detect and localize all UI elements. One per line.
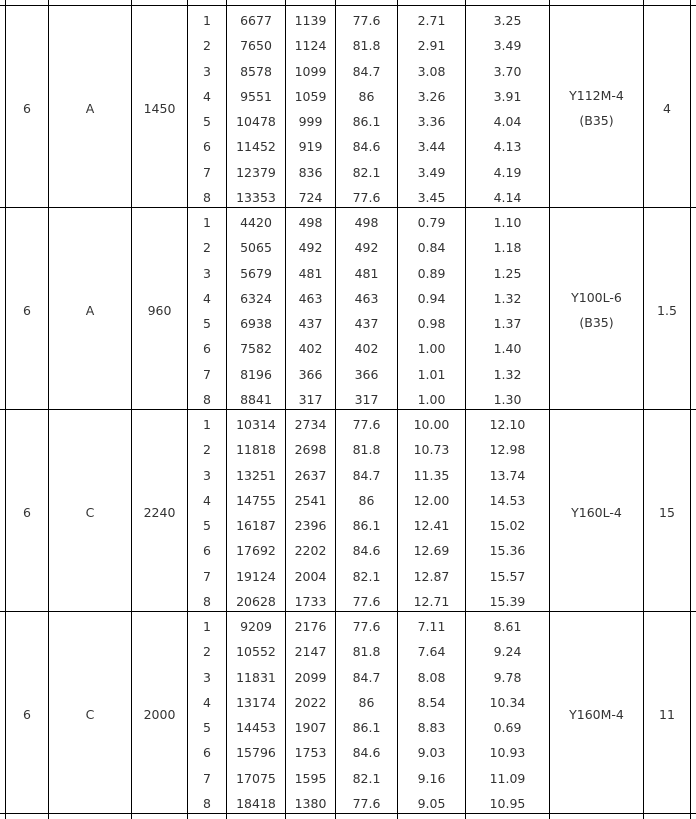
pressure-cell: 1380 [294, 795, 327, 811]
shaft-power-cell: 1.00 [417, 341, 446, 357]
pressure-cell: 366 [298, 366, 323, 382]
flow-cell: 13174 [236, 694, 276, 710]
required-power-cell: 11.09 [489, 770, 526, 786]
point-no-cell: 1 [203, 619, 211, 634]
efficiency-cell: 77.6 [352, 593, 381, 609]
required-power-cell: 4.04 [493, 114, 522, 129]
required-power-cell: 3.70 [493, 63, 522, 79]
point-no-cell: 3 [203, 63, 211, 79]
model-cell: C [85, 706, 95, 722]
speed-cell: 2000 [143, 706, 176, 722]
required-power-cell: 1.32 [493, 290, 522, 306]
pressure-cell: 317 [298, 391, 323, 407]
pressure-cell: 2541 [294, 492, 327, 508]
power-cell: 15 [659, 504, 675, 520]
row-rule [0, 5, 696, 6]
pressure-cell: 2202 [294, 543, 327, 559]
speed-cell: 960 [147, 302, 172, 318]
shaft-power-cell: 10.00 [413, 417, 450, 432]
speed-cell: 1450 [143, 100, 176, 116]
point-no-cell: 4 [203, 694, 211, 710]
efficiency-cell: 86.1 [352, 114, 381, 129]
efficiency-cell: 81.8 [352, 38, 381, 54]
point-no-cell: 1 [203, 417, 211, 432]
pressure-cell: 2147 [294, 644, 327, 660]
shaft-power-cell: 12.69 [413, 543, 450, 559]
point-no-cell: 6 [203, 139, 211, 155]
shaft-power-cell: 11.35 [413, 467, 450, 483]
required-power-cell: 3.91 [493, 88, 522, 104]
required-power-cell: 15.39 [489, 593, 526, 609]
poles-cell: 6 [23, 504, 31, 520]
pressure-cell: 1907 [294, 720, 327, 735]
efficiency-cell: 86 [358, 88, 375, 104]
flow-cell: 8578 [240, 63, 272, 79]
pressure-cell: 2698 [294, 442, 327, 458]
required-power-cell: 13.74 [489, 467, 526, 483]
efficiency-cell: 81.8 [352, 644, 381, 660]
shaft-power-cell: 12.41 [413, 518, 450, 533]
shaft-power-cell: 12.00 [413, 492, 450, 508]
point-no-cell: 8 [203, 593, 211, 609]
shaft-power-cell: 12.87 [413, 568, 450, 584]
shaft-power-cell: 7.11 [417, 619, 446, 634]
shaft-power-cell: 0.94 [417, 290, 446, 306]
pressure-cell: 498 [298, 215, 323, 230]
point-no-cell: 5 [203, 114, 211, 129]
point-no-cell: 7 [203, 770, 211, 786]
point-no-cell: 3 [203, 265, 211, 281]
motor-model-cell: Y100L-6 [571, 290, 622, 305]
required-power-cell: 10.95 [489, 795, 526, 811]
mount-type-cell: (B35) [579, 113, 614, 128]
flow-cell: 15796 [236, 745, 276, 761]
required-power-cell: 1.10 [493, 215, 522, 230]
efficiency-cell: 77.6 [352, 417, 381, 432]
shaft-power-cell: 9.03 [417, 745, 446, 761]
pressure-cell: 481 [298, 265, 323, 281]
point-no-cell: 8 [203, 189, 211, 205]
point-no-cell: 7 [203, 164, 211, 180]
shaft-power-cell: 12.71 [413, 593, 450, 609]
efficiency-cell: 82.1 [352, 164, 381, 180]
point-no-cell: 3 [203, 467, 211, 483]
flow-cell: 6938 [240, 316, 272, 331]
pressure-cell: 2022 [294, 694, 327, 710]
power-cell: 1.5 [657, 302, 677, 318]
flow-cell: 4420 [240, 215, 272, 230]
shaft-power-cell: 1.00 [417, 391, 446, 407]
pressure-cell: 463 [298, 290, 323, 306]
efficiency-cell: 84.7 [352, 63, 381, 79]
shaft-power-cell: 3.44 [417, 139, 446, 155]
flow-cell: 7650 [240, 38, 272, 54]
motor-model-cell: Y112M-4 [569, 88, 624, 103]
flow-cell: 5065 [240, 240, 272, 256]
shaft-power-cell: 9.05 [417, 795, 446, 811]
point-no-cell: 7 [203, 568, 211, 584]
efficiency-cell: 84.6 [352, 745, 381, 761]
flow-cell: 14453 [236, 720, 276, 735]
flow-cell: 11452 [236, 139, 276, 155]
pressure-cell: 437 [298, 316, 323, 331]
point-no-cell: 5 [203, 518, 211, 533]
flow-cell: 19124 [236, 568, 276, 584]
efficiency-cell: 481 [354, 265, 379, 281]
flow-cell: 11818 [236, 442, 276, 458]
model-cell: C [85, 504, 95, 520]
efficiency-cell: 86.1 [352, 518, 381, 533]
efficiency-cell: 84.7 [352, 467, 381, 483]
efficiency-cell: 82.1 [352, 770, 381, 786]
point-no-cell: 2 [203, 38, 211, 54]
flow-cell: 14755 [236, 492, 276, 508]
flow-cell: 5679 [240, 265, 272, 281]
efficiency-cell: 463 [354, 290, 379, 306]
shaft-power-cell: 2.71 [417, 13, 446, 28]
flow-cell: 20628 [236, 593, 276, 609]
required-power-cell: 9.24 [493, 644, 522, 660]
efficiency-cell: 84.6 [352, 139, 381, 155]
required-power-cell: 10.34 [489, 694, 526, 710]
flow-cell: 12379 [236, 164, 276, 180]
required-power-cell: 4.14 [493, 189, 522, 205]
efficiency-cell: 77.6 [352, 619, 381, 634]
shaft-power-cell: 0.98 [417, 316, 446, 331]
shaft-power-cell: 3.08 [417, 63, 446, 79]
efficiency-cell: 77.6 [352, 13, 381, 28]
point-no-cell: 4 [203, 492, 211, 508]
pressure-cell: 492 [298, 240, 323, 256]
flow-cell: 13251 [236, 467, 276, 483]
pressure-cell: 919 [298, 139, 323, 155]
flow-cell: 6677 [240, 13, 272, 28]
flow-cell: 10478 [236, 114, 276, 129]
required-power-cell: 14.53 [489, 492, 526, 508]
required-power-cell: 1.18 [493, 240, 522, 256]
shaft-power-cell: 3.45 [417, 189, 446, 205]
flow-cell: 8841 [240, 391, 272, 407]
power-cell: 11 [659, 706, 675, 722]
point-no-cell: 2 [203, 644, 211, 660]
required-power-cell: 10.93 [489, 745, 526, 761]
point-no-cell: 2 [203, 442, 211, 458]
point-no-cell: 6 [203, 543, 211, 559]
required-power-cell: 9.78 [493, 669, 522, 685]
pressure-cell: 724 [298, 189, 323, 205]
shaft-power-cell: 2.91 [417, 38, 446, 54]
flow-cell: 17075 [236, 770, 276, 786]
pressure-cell: 402 [298, 341, 323, 357]
flow-cell: 18418 [236, 795, 276, 811]
shaft-power-cell: 10.73 [413, 442, 450, 458]
point-no-cell: 4 [203, 290, 211, 306]
shaft-power-cell: 3.36 [417, 114, 446, 129]
efficiency-cell: 82.1 [352, 568, 381, 584]
pressure-cell: 1099 [294, 63, 327, 79]
efficiency-cell: 86 [358, 492, 375, 508]
efficiency-cell: 366 [354, 366, 379, 382]
shaft-power-cell: 8.54 [417, 694, 446, 710]
efficiency-cell: 402 [354, 341, 379, 357]
flow-cell: 9209 [240, 619, 272, 634]
required-power-cell: 1.30 [493, 391, 522, 407]
point-no-cell: 8 [203, 795, 211, 811]
flow-cell: 6324 [240, 290, 272, 306]
power-cell: 4 [663, 100, 671, 116]
point-no-cell: 1 [203, 13, 211, 28]
flow-cell: 11831 [236, 669, 276, 685]
flow-cell: 17692 [236, 543, 276, 559]
pressure-cell: 1139 [294, 13, 327, 28]
shaft-power-cell: 8.83 [417, 720, 446, 735]
required-power-cell: 12.10 [489, 417, 526, 432]
required-power-cell: 15.57 [489, 568, 526, 584]
point-no-cell: 8 [203, 391, 211, 407]
required-power-cell: 4.19 [493, 164, 522, 180]
point-no-cell: 5 [203, 316, 211, 331]
required-power-cell: 0.69 [493, 720, 522, 735]
pressure-cell: 2176 [294, 619, 327, 634]
required-power-cell: 12.98 [489, 442, 526, 458]
point-no-cell: 6 [203, 745, 211, 761]
required-power-cell: 3.49 [493, 38, 522, 54]
required-power-cell: 1.40 [493, 341, 522, 357]
poles-cell: 6 [23, 302, 31, 318]
motor-model-cell: Y160L-4 [571, 504, 622, 520]
model-cell: A [85, 302, 95, 318]
flow-cell: 13353 [236, 189, 276, 205]
shaft-power-cell: 7.64 [417, 644, 446, 660]
flow-cell: 8196 [240, 366, 272, 382]
shaft-power-cell: 0.84 [417, 240, 446, 256]
pressure-cell: 2099 [294, 669, 327, 685]
pressure-cell: 1733 [294, 593, 327, 609]
pressure-cell: 1059 [294, 88, 327, 104]
efficiency-cell: 81.8 [352, 442, 381, 458]
efficiency-cell: 84.6 [352, 543, 381, 559]
flow-cell: 10314 [236, 417, 276, 432]
poles-cell: 6 [23, 100, 31, 116]
required-power-cell: 3.25 [493, 13, 522, 28]
efficiency-cell: 86.1 [352, 720, 381, 735]
pressure-cell: 1753 [294, 745, 327, 761]
shaft-power-cell: 3.26 [417, 88, 446, 104]
required-power-cell: 4.13 [493, 139, 522, 155]
required-power-cell: 15.36 [489, 543, 526, 559]
shaft-power-cell: 3.49 [417, 164, 446, 180]
shaft-power-cell: 1.01 [417, 366, 446, 382]
efficiency-cell: 84.7 [352, 669, 381, 685]
efficiency-cell: 437 [354, 316, 379, 331]
pressure-cell: 2004 [294, 568, 327, 584]
flow-cell: 16187 [236, 518, 276, 533]
pressure-cell: 999 [298, 114, 323, 129]
shaft-power-cell: 0.79 [417, 215, 446, 230]
point-no-cell: 5 [203, 720, 211, 735]
shaft-power-cell: 8.08 [417, 669, 446, 685]
pressure-cell: 1595 [294, 770, 327, 786]
pressure-cell: 836 [298, 164, 323, 180]
mount-type-cell: (B35) [579, 315, 614, 330]
pressure-cell: 2734 [294, 417, 327, 432]
pressure-cell: 2637 [294, 467, 327, 483]
motor-model-cell: Y160M-4 [569, 706, 624, 722]
pressure-cell: 2396 [294, 518, 327, 533]
speed-cell: 2240 [143, 504, 176, 520]
efficiency-cell: 498 [354, 215, 379, 230]
point-no-cell: 6 [203, 341, 211, 357]
flow-cell: 10552 [236, 644, 276, 660]
efficiency-cell: 317 [354, 391, 379, 407]
shaft-power-cell: 0.89 [417, 265, 446, 281]
point-no-cell: 7 [203, 366, 211, 382]
required-power-cell: 1.37 [493, 316, 522, 331]
required-power-cell: 8.61 [493, 619, 522, 634]
required-power-cell: 15.02 [489, 518, 526, 533]
point-no-cell: 3 [203, 669, 211, 685]
efficiency-cell: 77.6 [352, 189, 381, 205]
point-no-cell: 2 [203, 240, 211, 256]
efficiency-cell: 492 [354, 240, 379, 256]
efficiency-cell: 77.6 [352, 795, 381, 811]
point-no-cell: 1 [203, 215, 211, 230]
poles-cell: 6 [23, 706, 31, 722]
model-cell: A [85, 100, 95, 116]
required-power-cell: 1.32 [493, 366, 522, 382]
pressure-cell: 1124 [294, 38, 327, 54]
point-no-cell: 4 [203, 88, 211, 104]
flow-cell: 7582 [240, 341, 272, 357]
required-power-cell: 1.25 [493, 265, 522, 281]
efficiency-cell: 86 [358, 694, 375, 710]
flow-cell: 9551 [240, 88, 272, 104]
shaft-power-cell: 9.16 [417, 770, 446, 786]
